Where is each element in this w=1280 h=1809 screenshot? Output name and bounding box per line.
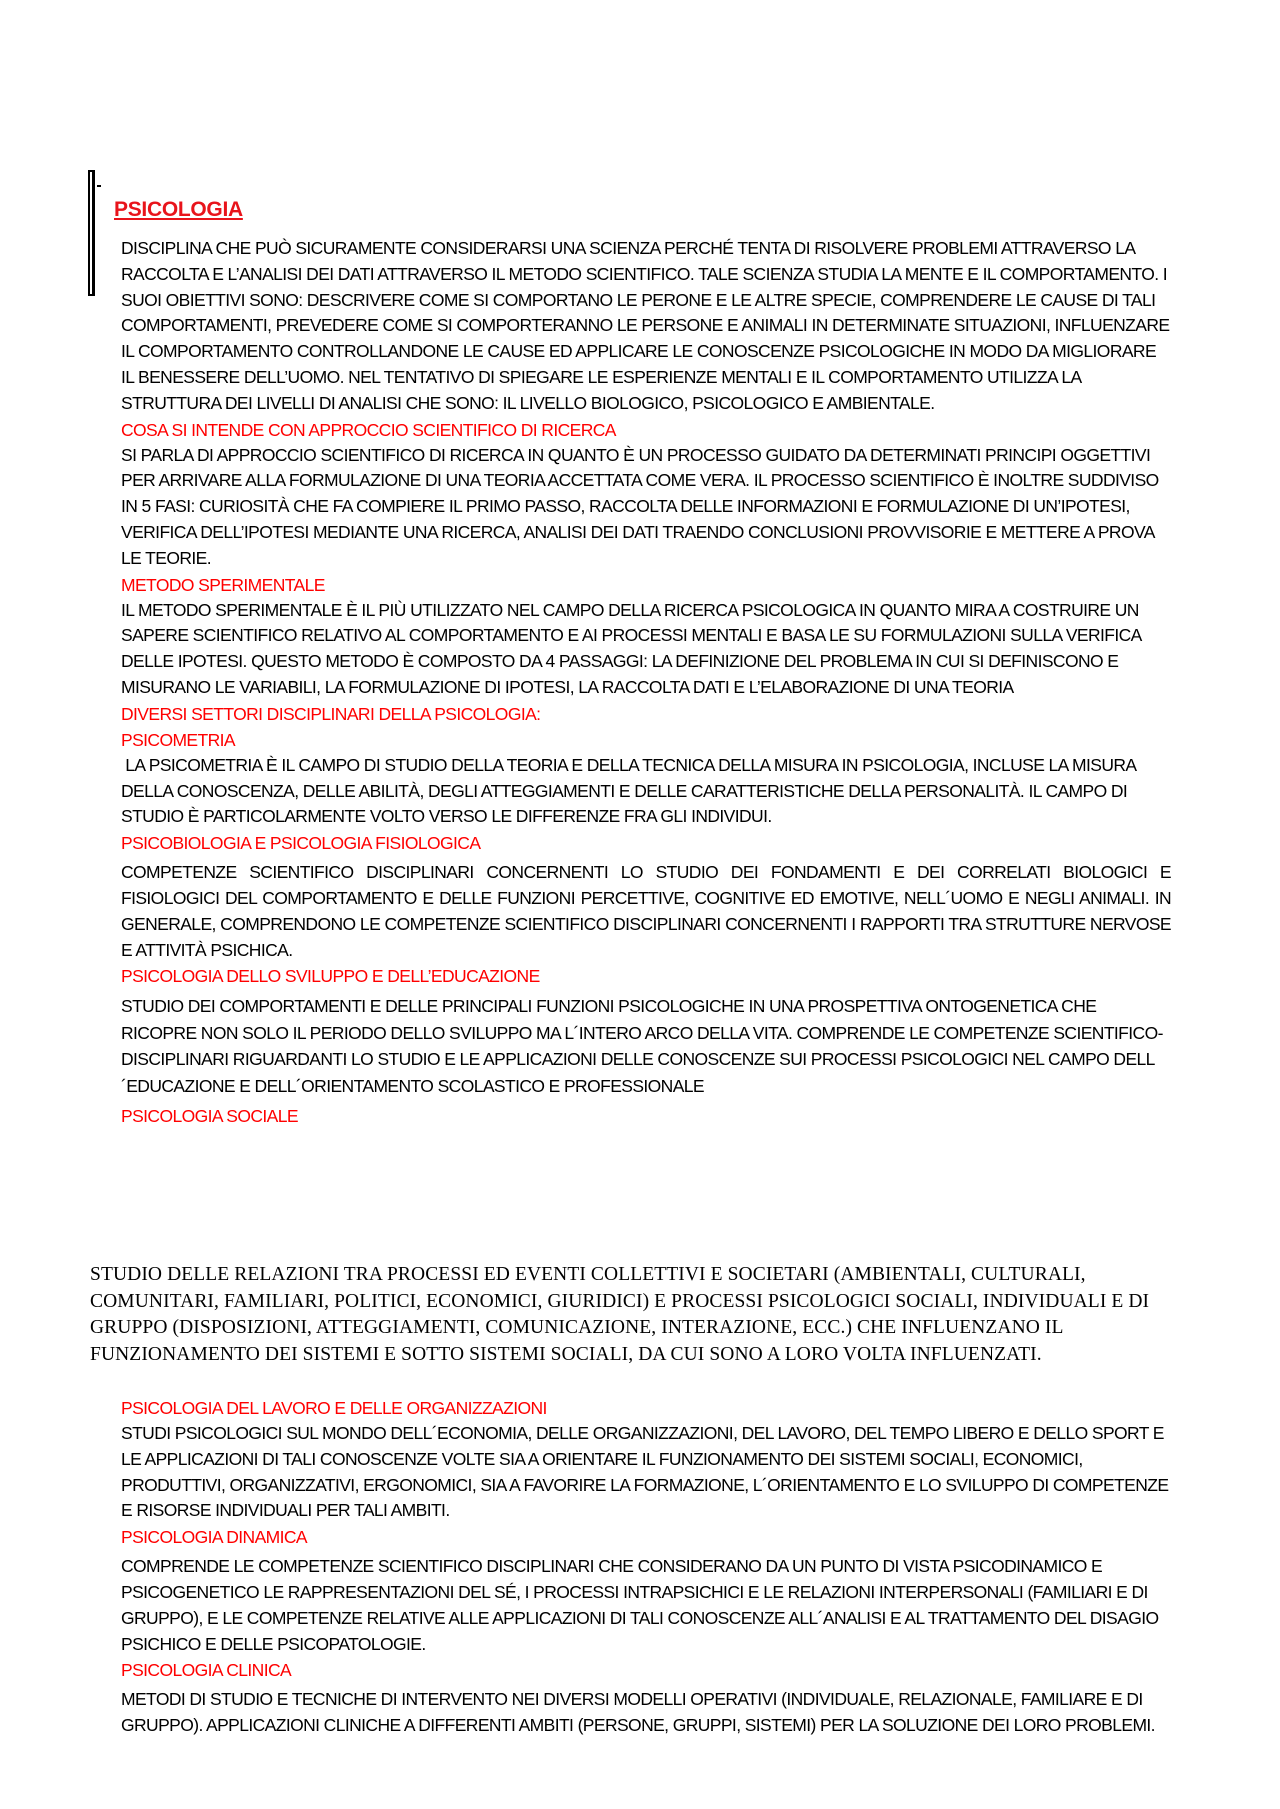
document-body [114, 196, 1171, 1129]
section-heading-sviluppo: PSICOLOGIA DELLO SVILUPPO E DELL’EDUCAZIONE [121, 966, 540, 987]
section-heading-dinamica: PSICOLOGIA DINAMICA [121, 1527, 308, 1548]
section-heading-clinica: PSICOLOGIA CLINICA [121, 1660, 292, 1681]
section-text-sociale: STUDIO DELLE RELAZIONI TRA PROCESSI ED EVENTI COLLETTIVI E SOCIETARI (AMBIENTALI, CULTURALI, COMUNITARI, FAMILIARI, POLITICI, ECONOMICI, GIURIDICI) E PROCESSI PSICOLOGICI SOCIALI, INDIVIDUALI E DI GRUPPO (DISPOSIZIONI, ATTEGGIAMENTI, COMUNICAZIONE, INTERAZIONE, ECC.) CHE INFLUENZANO IL FUNZIONAMENTO DEI SISTEMI E SOTTO SISTEMI SOCIALI, DA CUI SONO A LORO VOLTA INFLUENZATI. [90, 1264, 1150, 1365]
section-heading-metodo: METODO SPERIMENTALE [121, 574, 325, 595]
margin-tick [97, 185, 101, 187]
section-text-lavoro: STUDI PSICOLOGICI SUL MONDO DELL´ECONOMIA, DELLE ORGANIZZAZIONI, DEL LAVORO, DEL TEMPO LIBERO E DELLO SPORT E LE APPLICAZIONI DI TALI CONOSCENZE VOLTE SIA A ORIENTARE IL FUNZIONAMENTO DEI SISTEMI SOCIALI, ECONOMICI, PRODUTTIVI, ORGANIZZATIVI, ERGONOMICI, SIA A FAVORIRE LA FORMAZIONE, L´ORIENTAMENTO E LO SVILUPPO DI COMPETENZE E RISORSE INDIVIDUALI PER TALI AMBITI. [121, 1423, 1169, 1521]
section-text-psicobiologia: COMPETENZE SCIENTIFICO DISCIPLINARI CONCERNENTI LO STUDIO DEI FONDAMENTI E DEI CORRELATI BIOLOGICI E FISIOLOGICI DEL COMPORTAMENTO E DELLE FUNZIONI PERCETTIVE, COGNITIVE ED EMOTIVE, NELL´UOMO E NEGLI ANIMALI. IN GENERALE, COMPRENDONO LE COMPETENZE SCIENTIFICO DISCIPLINARI CONCERNENTI I RAPPORTI TRA STRUTTURE NERVOSE E ATTIVITÀ PSICHICA. [121, 862, 1171, 960]
section-heading-psicometria: PSICOMETRIA [121, 729, 235, 750]
section-text-clinica: METODI DI STUDIO E TECNICHE DI INTERVENTO NEI DIVERSI MODELLI OPERATIVI (INDIVIDUALE, RELAZIONALE, FAMILIARE E DI GRUPPO). APPLICAZIONI CLINICHE A DIFFERENTI AMBITI (PERSONE, GRUPPI, SISTEMI) PER LA SOLUZIONE DEI LORO PROBLEMI. [121, 1689, 1155, 1736]
section-heading-settori: DIVERSI SETTORI DISCIPLINARI DELLA PSICOLOGIA: [121, 703, 541, 724]
document-body-lower [121, 1395, 1171, 1739]
section-text-metodo: IL METODO SPERIMENTALE È IL PIÙ UTILIZZATO NEL CAMPO DELLA RICERCA PSICOLOGICA IN QUANTO MIRA A COSTRUIRE UN SAPERE SCIENTIFICO RELATIVO AL COMPORTAMENTO E AI PROCESSI MENTALI E BASA LE SU FORMULAZIONI SULLA VERIFICA DELLE IPOTESI. QUESTO METODO È COMPOSTO DA 4 PASSAGGI: LA DEFINIZIONE DEL PROBLEMA IN CUI SI DEFINISCONO E MISURANO LE VARIABILI, LA FORMULAZIONE DI IPOTESI, LA RACCOLTA DATI E L’ELABORAZIONE DI UNA TEORIA [121, 599, 1141, 697]
section-heading-lavoro: PSICOLOGIA DEL LAVORO E DELLE ORGANIZZAZIONI [121, 1398, 547, 1418]
section-text-dinamica: COMPRENDE LE COMPETENZE SCIENTIFICO DISCIPLINARI CHE CONSIDERANO DA UN PUNTO DI VISTA PSICODINAMICO E PSICOGENETICO LE RAPPRESENTAZIONI DEL SÉ, I PROCESSI INTRAPSICHICI E LE RELAZIONI INTERPERSONALI (FAMILIARI E DI GRUPPO), E LE COMPETENZE RELATIVE ALLE APPLICAZIONI DI TALI CONOSCENZE ALL´ANALISI E AL TRATTAMENTO DEL DISAGIO PSICHICO E DELLE PSICOPATOLOGIE. [121, 1556, 1159, 1654]
document-title: PSICOLOGIA [114, 198, 243, 221]
section-heading-approccio: COSA SI INTENDE CON APPROCCIO SCIENTIFICO DI RICERCA [121, 419, 616, 440]
section-text-sviluppo: STUDIO DEI COMPORTAMENTI E DELLE PRINCIPALI FUNZIONI PSICOLOGICHE IN UNA PROSPETTIVA ONTOGENETICA CHE RICOPRE NON SOLO IL PERIODO DELLO SVILUPPO MA L´INTERO ARCO DELLA VITA. COMPRENDE LE COMPETENZE SCIENTIFICO-DISCIPLINARI RIGUARDANTI LO STUDIO E LE APPLICAZIONI DELLE CONOSCENZE SUI PROCESSI PSICOLOGICI NEL CAMPO DELL´EDUCAZIONE E DELL´ORIENTAMENTO SCOLASTICO E PROFESSIONALE [121, 996, 1163, 1096]
section-text-approccio: SI PARLA DI APPROCCIO SCIENTIFICO DI RICERCA IN QUANTO È UN PROCESSO GUIDATO DA DETERMINATI PRINCIPI OGGETTIVI PER ARRIVARE ALLA FORMULAZIONE DI UNA TEORIA ACCETTATA COME VERA. IL PROCESSO SCIENTIFICO È INOLTRE SUDDIVISO IN 5 FASI: CURIOSITÀ CHE FA COMPIERE IL PRIMO PASSO, RACCOLTA DELLE INFORMAZIONI E FORMULAZIONE DI UN’IPOTESI, VERIFICA DELL’IPOTESI MEDIANTE UNA RICERCA, ANALISI DEI DATI TRAENDO CONCLUSIONI PROVVISORIE E METTERE A PROVA LE TEORIE. [121, 444, 1159, 568]
section-heading-psicobiologia: PSICOBIOLOGIA E PSICOLOGIA FISIOLOGICA [121, 833, 481, 854]
section-text-psicometria: LA PSICOMETRIA È IL CAMPO DI STUDIO DELLA TEORIA E DELLA TECNICA DELLA MISURA IN PSICOLOGIA, INCLUSE LA MISURA DELLA CONOSCENZA, DELLE ABILITÀ, DEGLI ATTEGGIAMENTI E DELLE CARATTERISTICHE DELLA PERSONALITÀ. IL CAMPO DI STUDIO È PARTICOLARMENTE VOLTO VERSO LE DIFFERENZE FRA GLI INDIVIDUI. [121, 754, 1140, 827]
margin-bracket [88, 170, 95, 296]
intro-paragraph: DISCIPLINA CHE PUÒ SICURAMENTE CONSIDERARSI UNA SCIENZA PERCHÉ TENTA DI RISOLVERE PROBLEMI ATTRAVERSO LA RACCOLTA E L’ANALISI DEI DATI ATTRAVERSO IL METODO SCIENTIFICO. TALE SCIENZA STUDIA LA MENTE E IL COMPORTAMENTO. I SUOI OBIETTIVI SONO: DESCRIVERE COME SI COMPORTANO LE PERONE E LE ALTRE SPECIE, COMPRENDERE LE CAUSE DI TALI COMPORTAMENTI, PREVEDERE COME SI COMPORTERANNO LE PERSONE E ANIMALI IN DETERMINATE SITUAZIONI, INFLUENZARE IL COMPORTAMENTO CONTROLLANDONE LE CAUSE ED APPLICARE LE CONOSCENZE PSICOLOGICHE IN MODO DA MIGLIORARE IL BENESSERE DELL’UOMO. NEL TENTATIVO DI SPIEGARE LE ESPERIENZE MENTALI E IL COMPORTAMENTO UTILIZZA LA STRUTTURA DEI LIVELLI DI ANALISI CHE SONO: IL LIVELLO BIOLOGICO, PSICOLOGICO E AMBIENTALE. [121, 238, 1170, 413]
section-heading-sociale: PSICOLOGIA SOCIALE [121, 1106, 298, 1127]
